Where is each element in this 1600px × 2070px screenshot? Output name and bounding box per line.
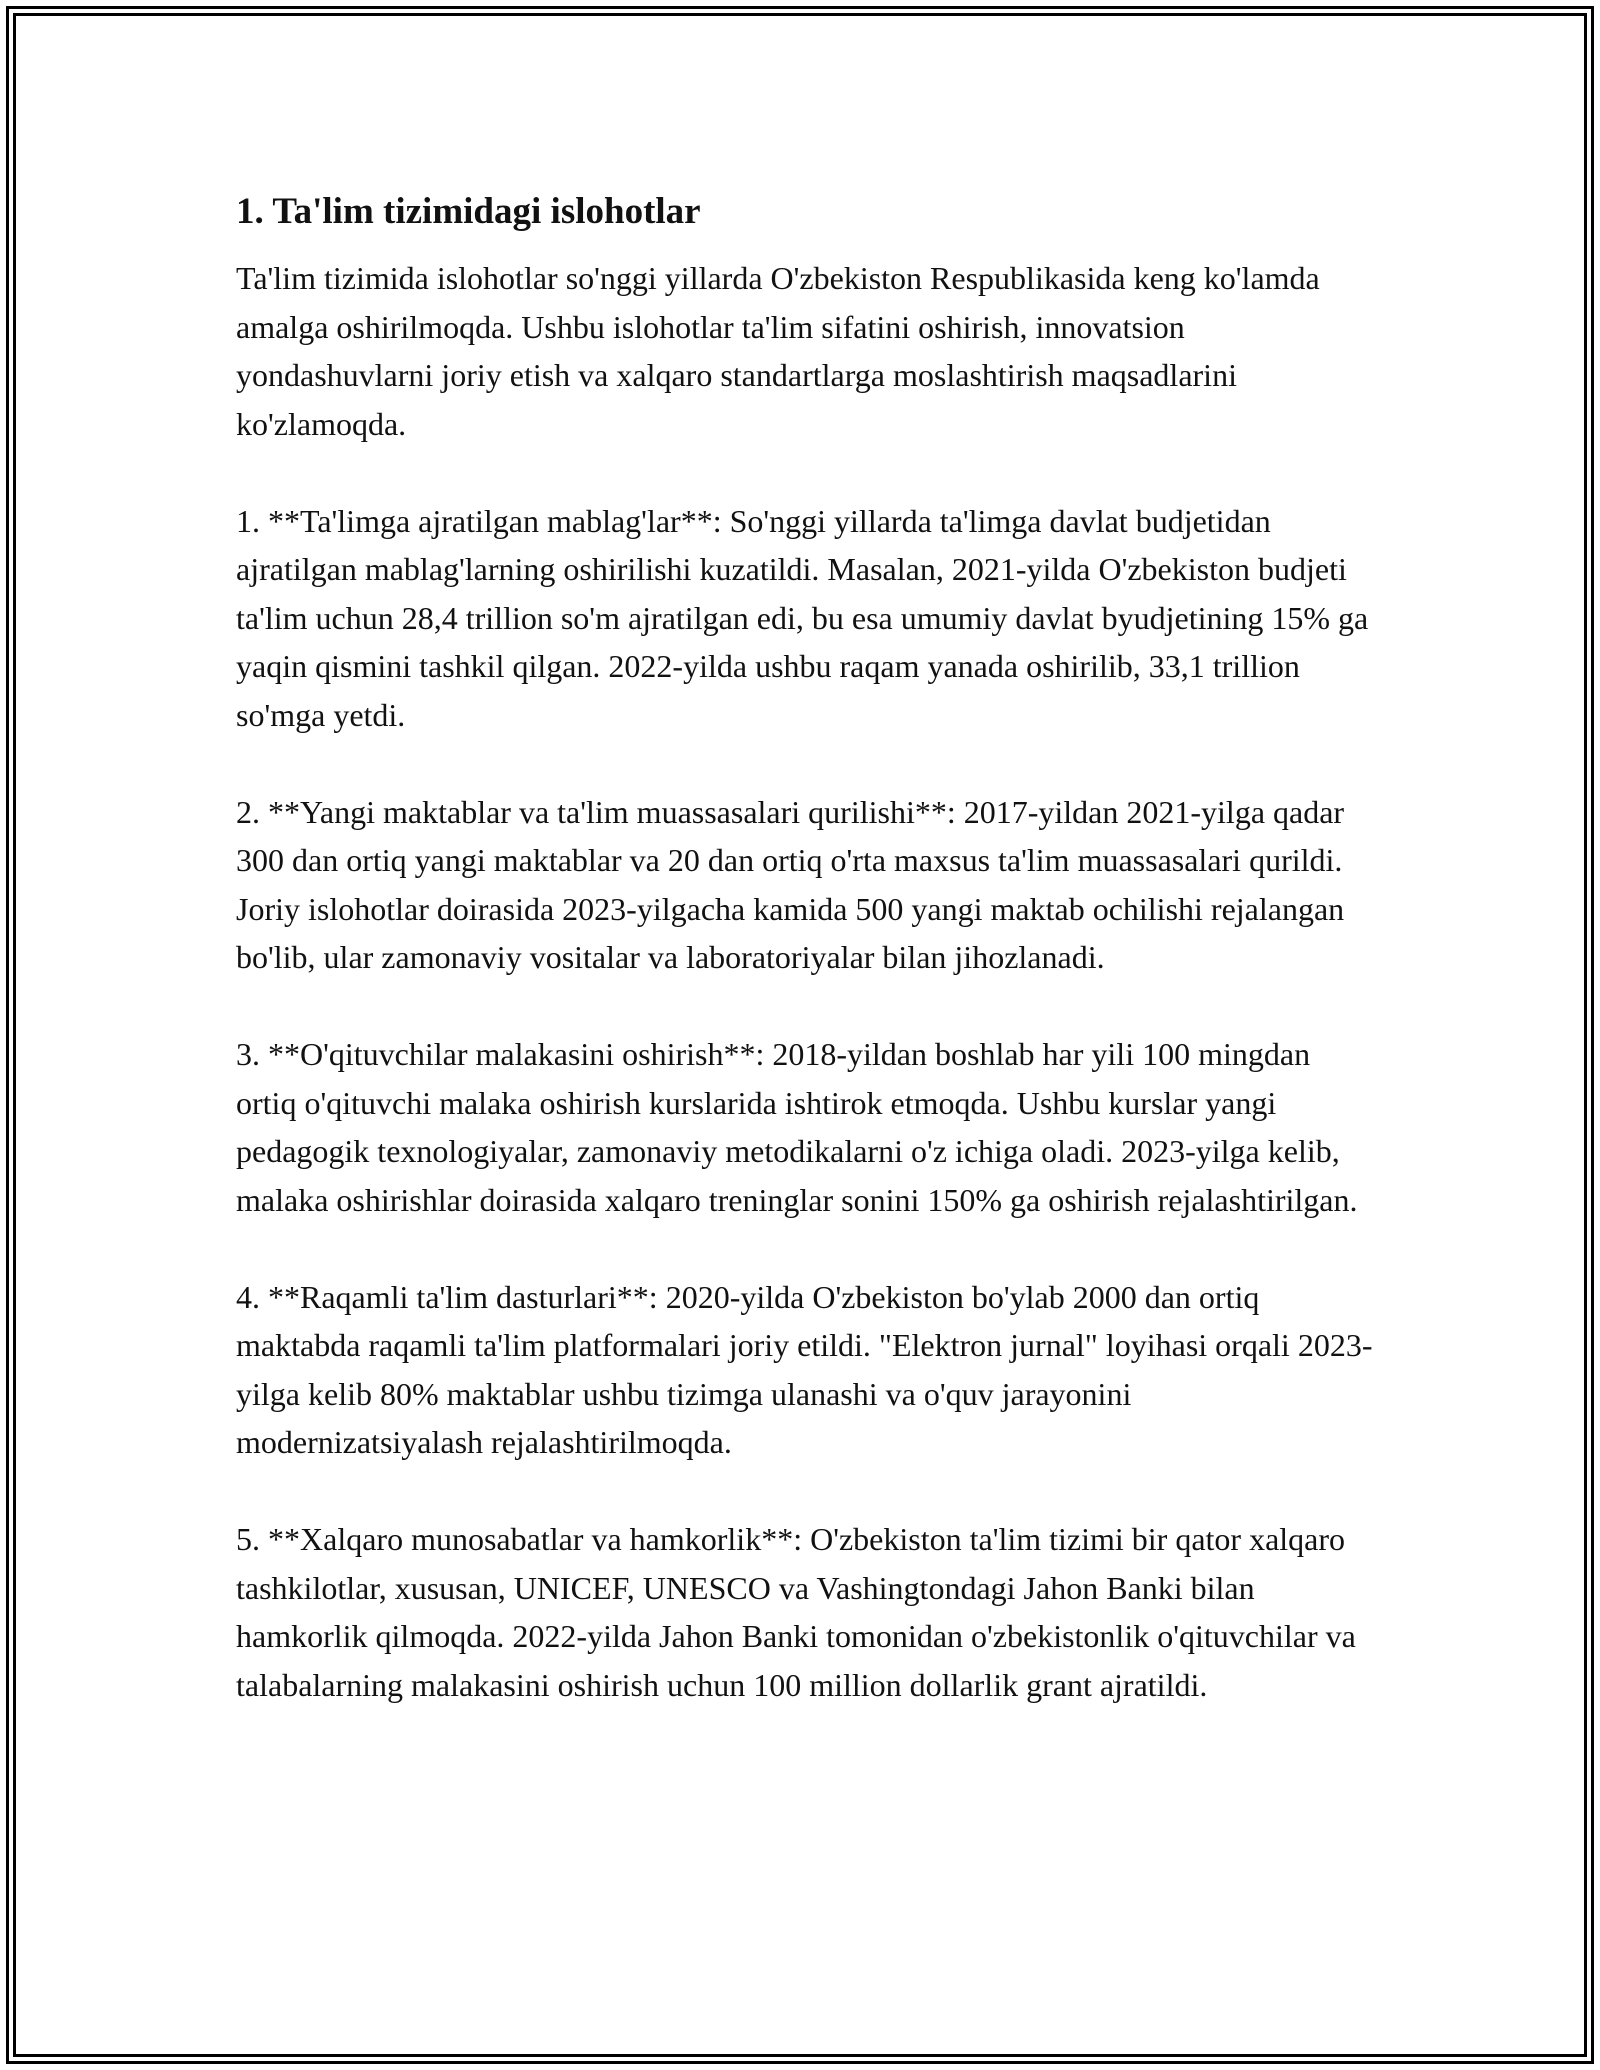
- document-body: [236, 186, 1376, 1758]
- paragraph-digital-education: 4. **Raqamli ta'lim dasturlari**: 2020-yilda O'zbekiston bo'ylab 2000 dan ortiq maktabda raqamli ta'lim platformalari joriy etildi. "Elektron jurnal" loyihasi orqali 2023-yilga kelib 80% maktablar ushbu tizimga ulanashi va o'quv jarayonini modernizatsiyalash rejalashtirilmoqda.: [236, 1278, 1373, 1460]
- paragraph-teacher-training: 3. **O'qituvchilar malakasini oshirish**: 2018-yildan boshlab har yili 100 mingdan ortiq o'qituvchi malaka oshirish kurslarida ishtirok etmoqda. Ushbu kurslar yangi pedagogik texnologiyalar, zamonaviy metodikalarni o'z ichiga oladi. 2023-yilga kelib, malaka oshirishlar doirasida xalqaro treninglar sonini 150% ga oshirish rejalashtirilgan.: [236, 1036, 1358, 1218]
- paragraph-funding: 1. **Ta'limga ajratilgan mablag'lar**: So'nggi yillarda ta'limga davlat budjetidan ajratilgan mablag'larning oshirilishi kuzatildi. Masalan, 2021-yilda O'zbekiston budjeti ta'lim uchun 28,4 trillion so'm ajratilgan edi, bu esa umumiy davlat byudjetining 15% ga yaqin qismini tashkil qilgan. 2022-yilda ushbu raqam yanada oshirilib, 33,1 trillion so'mga yetdi.: [236, 502, 1369, 733]
- intro-paragraph: Ta'lim tizimida islohotlar so'nggi yillarda O'zbekiston Respublikasida keng ko'lamda amalga oshirilmoqda. Ushbu islohotlar ta'lim sifatini oshirish, innovatsion yondashuvlarni joriy etish va xalqaro standartlarga moslashtirish maqsadlarini ko'zlamoqda.: [236, 260, 1320, 442]
- paragraph-new-schools: 2. **Yangi maktablar va ta'lim muassasalari qurilishi**: 2017-yildan 2021-yilga qadar 300 dan ortiq yangi maktablar va 20 dan ortiq o'rta maxsus ta'lim muassasalari qurildi. Joriy islohotlar doirasida 2023-yilgacha kamida 500 yangi maktab ochilishi rejalangan bo'lib, ular zamonaviy vositalar va laboratoriyalar bilan jihozlanadi.: [236, 793, 1345, 975]
- paragraph-international-cooperation: 5. **Xalqaro munosabatlar va hamkorlik**: O'zbekiston ta'lim tizimi bir qator xalqaro tashkilotlar, xususan, UNICEF, UNESCO va Vashingtondagi Jahon Banki bilan hamkorlik qilmoqda. 2022-yilda Jahon Banki tomonidan o'zbekistonlik o'qituvchilar va talabalarning malakasini oshirish uchun 100 million dollarlik grant ajratildi.: [236, 1521, 1356, 1703]
- document-title: 1. Ta'lim tizimidagi islohotlar: [236, 191, 701, 232]
